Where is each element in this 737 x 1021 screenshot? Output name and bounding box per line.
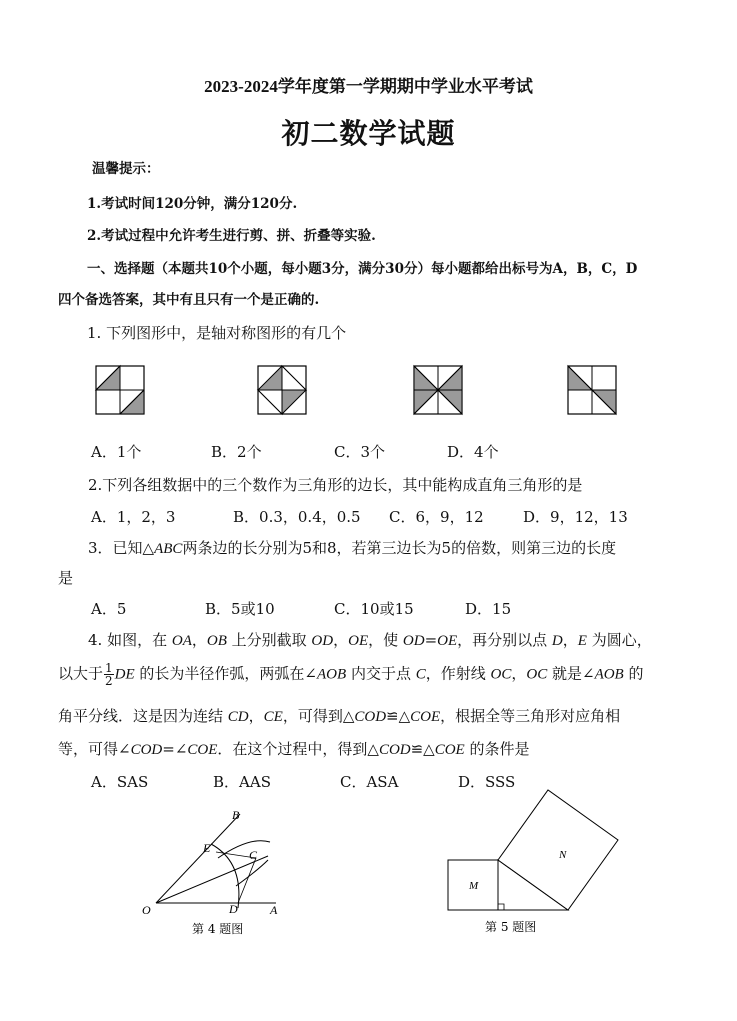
q3-option-c[interactable]: C．10或15 [334, 600, 414, 618]
q4-option-b[interactable]: B．AAS [213, 773, 271, 791]
q3-stem: 3．已知△ABC两条边的长分别为5和8，若第三边长为5的倍数，则第三边的长度 [88, 539, 617, 557]
q1-figure-4 [568, 366, 616, 414]
figure-q5-caption: 第 5 题图 [485, 920, 537, 934]
q4-line-3: 角平分线．这是因为连结 CD，CE，可得到△COD≌△COE，根据全等三角形对应角相 [58, 707, 621, 725]
tips-heading: 温馨提示： [92, 161, 160, 177]
q2-option-d[interactable]: D．9，12，13 [523, 508, 628, 526]
q4-line-2: 以大于 $\frac{1}{2}$ DE 的长为半径作弧，两弧在∠AOB 内交于点 C，作射线 OC，OC 就是∠AOB 的 [58, 661, 644, 688]
q4-line-4: 等，可得∠COD=∠COE．在这个过程中，得到△COD≌△COE 的条件是 [58, 740, 530, 758]
figure-q4 [140, 800, 300, 940]
q1-stem: 1. 下列图形中，是轴对称图形的有几个 [87, 324, 347, 342]
figure-q4-caption: 第 4 题图 [192, 922, 244, 936]
q1-figures [0, 360, 737, 420]
q1-figure-2 [258, 366, 306, 414]
q1-figure-1 [96, 366, 144, 414]
tip-2: 2.考试过程中允许考生进行剪、拼、折叠等实验. [87, 228, 376, 244]
section-1-heading: 一、选择题（本题共10个小题，每小题3分，满分30分）每小题都给出标号为A，B，C，D [87, 261, 638, 277]
q4-option-d[interactable]: D．SSS [458, 773, 516, 791]
q2-stem: 2.下列各组数据中的三个数作为三角形的边长，其中能构成直角三角形的是 [88, 476, 583, 494]
label-A: A [270, 903, 278, 917]
label-O: O [142, 903, 151, 917]
q1-option-a[interactable]: A．1个 [91, 443, 142, 461]
q3-option-a[interactable]: A．5 [91, 600, 127, 618]
paper-title: 初二数学试题 [281, 117, 456, 150]
q2-option-a[interactable]: A．1，2，3 [91, 508, 176, 526]
label-E: E [203, 841, 211, 855]
q2-option-c[interactable]: C．6，9，12 [389, 508, 484, 526]
q1-option-b[interactable]: B．2个 [211, 443, 262, 461]
q3-stem-cont: 是 [58, 569, 74, 587]
q4-line-1: 4. 如图，在 OA，OB 上分别截取 OD，OE，使 OD=OE，再分别以点 D，E 为圆心， [88, 631, 652, 649]
half-fraction: $\frac{1}{2}$ [105, 661, 113, 688]
tip-1: 1.考试时间120分钟，满分120分. [87, 196, 298, 212]
q1-figure-3 [414, 366, 462, 414]
q2-option-b[interactable]: B．0.3，0.4，0.5 [233, 508, 361, 526]
label-B: B [232, 808, 240, 822]
exam-title: 2023-2024学年度第一学期期中学业水平考试 [204, 77, 533, 96]
q3-option-d[interactable]: D．15 [465, 600, 512, 618]
q3-option-b[interactable]: B．5或10 [205, 600, 275, 618]
q1-option-c[interactable]: C．3个 [334, 443, 386, 461]
q4-option-c[interactable]: C．ASA [340, 773, 399, 791]
figure-q5 [440, 784, 620, 940]
label-M: M [469, 880, 479, 892]
q1-option-d[interactable]: D．4个 [447, 443, 499, 461]
label-D: D [229, 902, 238, 916]
section-1-note: 四个备选答案，其中有且只有一个是正确的. [58, 292, 320, 308]
label-N: N [559, 849, 567, 861]
label-C: C [249, 848, 258, 862]
q4-option-a[interactable]: A．SAS [91, 773, 149, 791]
